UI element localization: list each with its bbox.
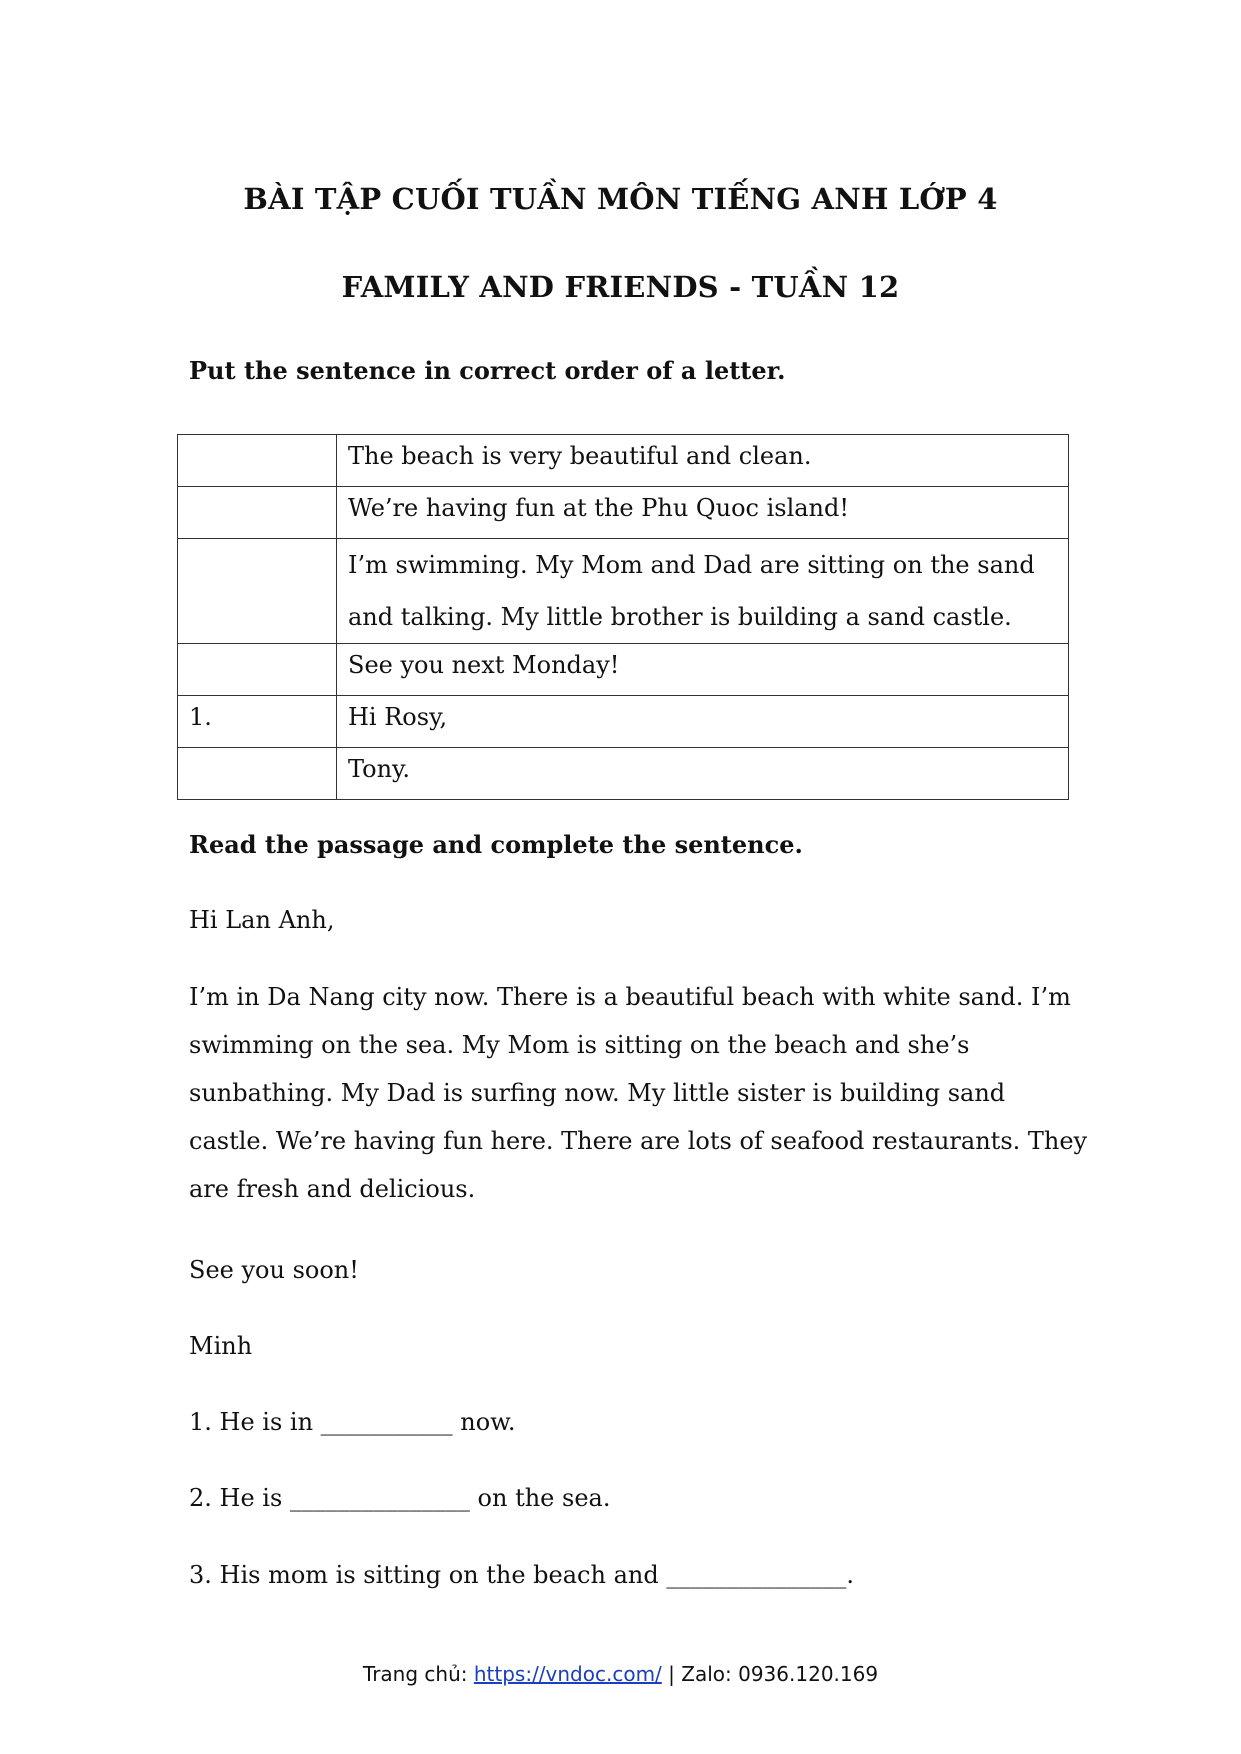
page-footer (0, 1662, 1241, 1686)
table-row (178, 487, 1069, 539)
order-number-cell[interactable] (178, 539, 337, 644)
order-number-cell[interactable]: 1. (178, 696, 337, 748)
table-row (178, 644, 1069, 696)
sentence-cell: Hi Rosy, (337, 696, 1069, 748)
section2-heading: Read the passage and complete the sentence. (189, 830, 803, 859)
question-3: 3. His mom is sitting on the beach and _______________. (189, 1561, 854, 1589)
question-2: 2. He is _______________ on the sea. (189, 1484, 611, 1512)
sentence-cell: See you next Monday! (337, 644, 1069, 696)
sentence-cell: Tony. (337, 748, 1069, 800)
footer-label: Trang chủ: (362, 1662, 474, 1686)
order-number-cell[interactable] (178, 748, 337, 800)
table-row (178, 539, 1069, 644)
order-number-cell[interactable] (178, 487, 337, 539)
question-1: 1. He is in ___________ now. (189, 1408, 516, 1436)
order-number-cell[interactable] (178, 644, 337, 696)
letter-order-table (177, 434, 1069, 800)
letter-passage: I’m in Da Nang city now. There is a beautiful beach with white sand. I’m swimming on the sea. My Mom is sitting on the beach and she’s sunbathing. My Dad is surfing now. My little sister is building sand castle. We’re having fun here. There are lots of seafood restaurants. They are fresh and delicious. (189, 983, 1088, 1203)
document-subtitle: FAMILY AND FRIENDS - TUẦN 12 (341, 270, 900, 304)
order-number-cell[interactable] (178, 435, 337, 487)
document-title: BÀI TẬP CUỐI TUẦN MÔN TIẾNG ANH LỚP 4 (243, 182, 998, 216)
section1-heading: Put the sentence in correct order of a letter. (189, 356, 786, 385)
table-row (178, 748, 1069, 800)
letter-signature: Minh (189, 1332, 253, 1360)
sentence-cell: The beach is very beautiful and clean. (337, 435, 1069, 487)
table-row (178, 435, 1069, 487)
footer-link[interactable]: https://vndoc.com/ (473, 1662, 662, 1686)
table-row (178, 696, 1069, 748)
footer-contact: | Zalo: 0936.120.169 (661, 1662, 879, 1686)
sentence-cell: I’m swimming. My Mom and Dad are sitting on the sand and talking. My little brother is building a sand castle. (337, 539, 1069, 644)
letter-greeting: Hi Lan Anh, (189, 906, 335, 934)
letter-closing: See you soon! (189, 1256, 359, 1284)
sentence-cell: We’re having fun at the Phu Quoc island! (337, 487, 1069, 539)
